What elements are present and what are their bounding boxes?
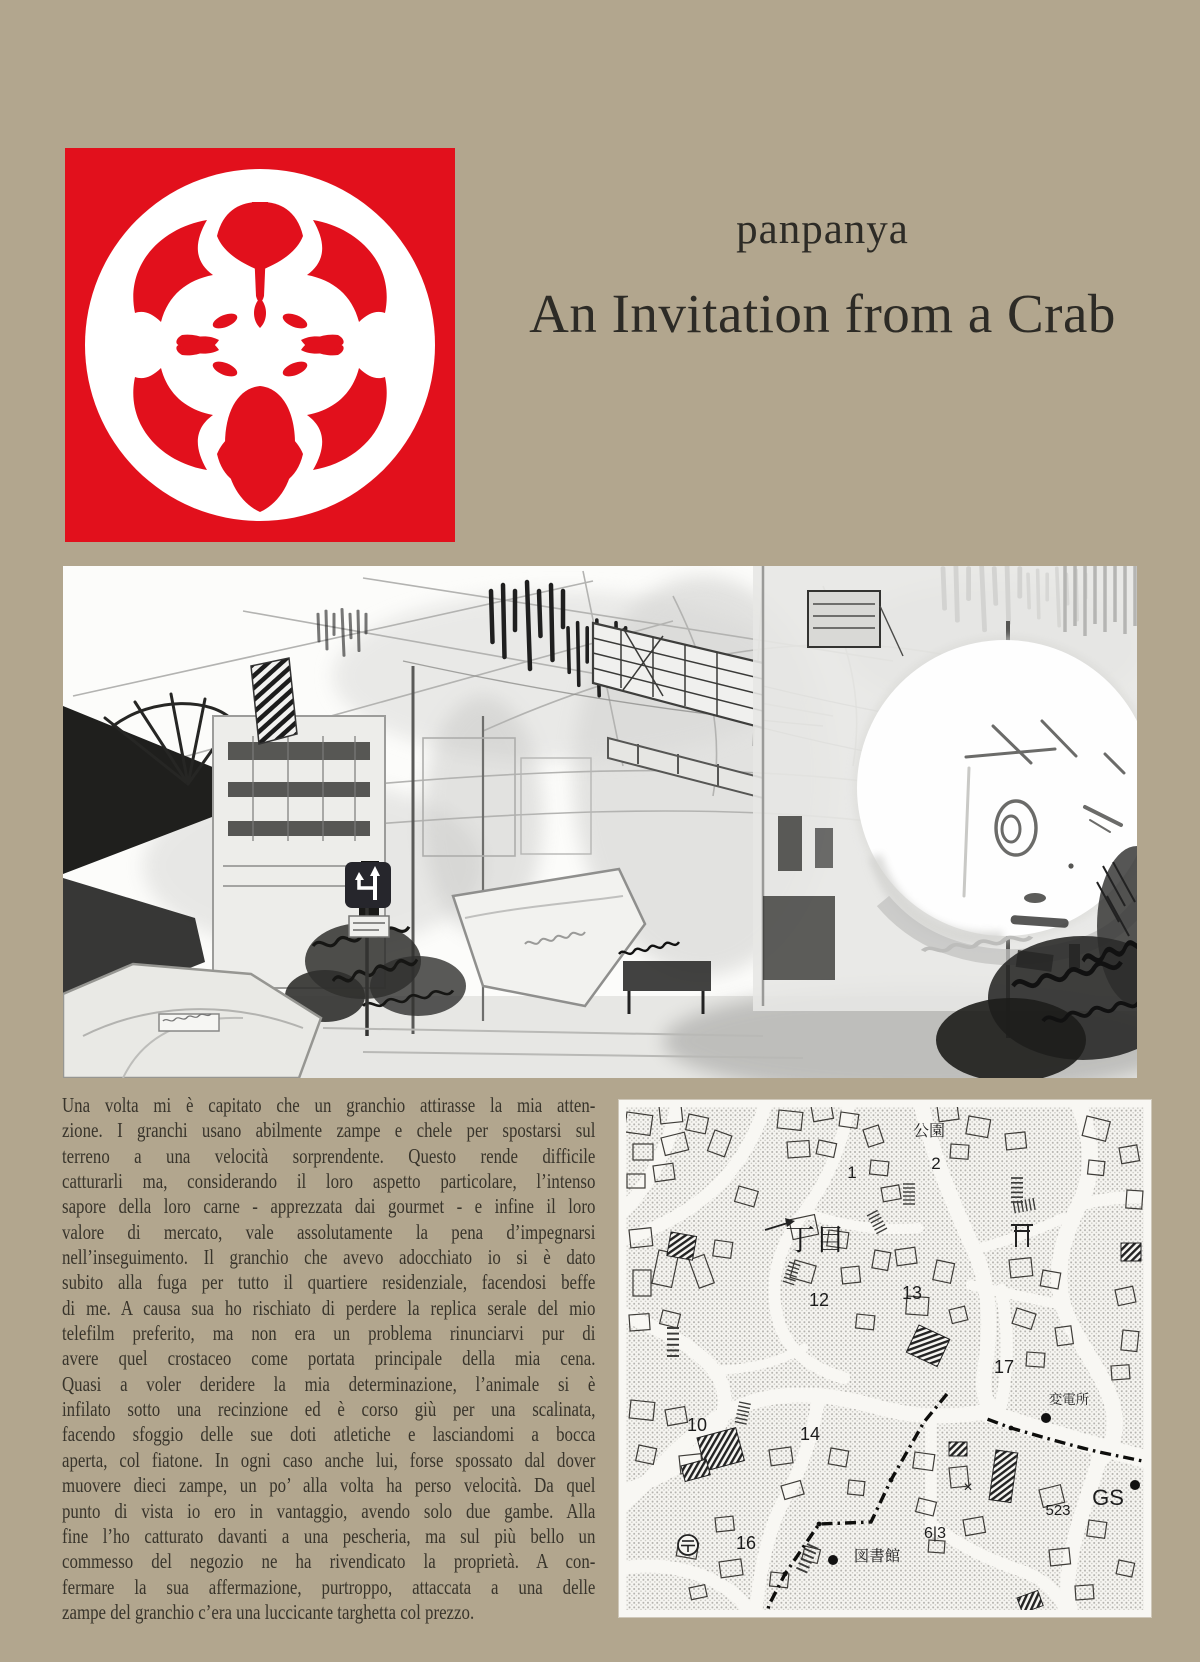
post-office-icon	[678, 1535, 698, 1555]
story-line: sapore della loro carne - apprezzata dai gourmet - e infine il loro	[62, 1194, 596, 1219]
story-line: fermare la sua affermazione, purtroppo, attaccata a una delle	[62, 1574, 596, 1599]
map-label-library: 図書館	[853, 1548, 901, 1565]
map-label-district: 丁目	[785, 1224, 845, 1257]
story-line: nell’inseguimento. Il granchio che avevo adocchiato io si è dato	[62, 1245, 596, 1270]
map-label: 6|3	[924, 1525, 946, 1542]
story-line: Una volta mi è capitato che un granchio attirasse la mia atten-	[62, 1093, 596, 1117]
map-drawing	[619, 1100, 1151, 1617]
story-line: fine l’ho catturato davanti a una pescheria, ma sul più bello un	[62, 1523, 596, 1548]
map-label-x: ×	[963, 1479, 973, 1496]
map-label-gs: GS	[1092, 1485, 1124, 1510]
mouth	[1024, 893, 1046, 903]
book-title: An Invitation from a Crab	[529, 283, 1116, 345]
street-cart	[623, 961, 711, 991]
story-line: muovere dieci zampe, un po’ alla volta ha perso velocità. Da quel	[62, 1473, 596, 1498]
story-line: aperta, col fiatone. In ogni caso anche lui, forse spossato dal dover	[62, 1447, 596, 1472]
map-label: 10	[686, 1415, 708, 1435]
map-label: 2	[931, 1154, 941, 1173]
story-line: terreno a una velocità sorprendente. Questo rende difficile	[62, 1143, 596, 1168]
story-line: punto di vista io ero in vantaggio, avendo solo due gambe. Alla	[62, 1498, 596, 1523]
map-label: 1	[847, 1163, 857, 1182]
map-label-park: 公園	[912, 1123, 946, 1140]
header	[500, 206, 1145, 345]
story-line: catturarli ma, considerando il loro aspetto particolare, l’intenso	[62, 1169, 596, 1194]
map-label: 16	[735, 1533, 757, 1553]
story-line: zione. I granchi usano abilmente zampe e chele per spostarsi sul	[62, 1118, 596, 1143]
story-line: infilato sotto una recinzione ed è corso giù per una scalinata,	[62, 1397, 596, 1422]
striped-banner	[251, 658, 297, 744]
publisher-logo-mark	[65, 148, 455, 542]
author-name: panpanya	[736, 206, 909, 253]
story-line: avere quel crostaceo come portata principale della mia cena.	[62, 1346, 596, 1371]
story-line: zampe del granchio c’era una luccicante targhetta col prezzo.	[62, 1599, 475, 1624]
map-label: 17	[993, 1357, 1015, 1377]
street-sketch	[63, 566, 1137, 1078]
map-label: 523	[1045, 1502, 1071, 1519]
story-line: Quasi a voler deridere la mia determinazione, l’animale si è	[62, 1371, 596, 1396]
map-label: 12	[808, 1290, 830, 1310]
story-line: di me. A causa sua ho rischiato di perdere la replica serale del mio	[62, 1295, 596, 1320]
story-paragraph	[62, 1093, 595, 1625]
map-label: 14	[799, 1424, 821, 1444]
publisher-logo	[65, 148, 455, 542]
story-line: telefilm preferito, ma non era un problema rinunciarvi pur di	[62, 1321, 596, 1346]
story-line: facendo sfoggio delle sue doti atletiche e lasciandomi a bocca	[62, 1422, 596, 1447]
map-label: 13	[901, 1283, 923, 1303]
sign-plate	[349, 916, 389, 937]
map-label-substation: 変電所	[1048, 1392, 1090, 1407]
story-line: subito alla fuga per tutto il quartiere residenziale, facendosi beffe	[62, 1270, 596, 1295]
cover-illustration	[63, 566, 1137, 1078]
neighborhood-map	[619, 1100, 1151, 1617]
story-line: valore di mercato, vale assolutamente la pena d’impegnarsi	[62, 1219, 596, 1244]
story-line: commesso del negozio ne ha rivendicato la proprietà. A con-	[62, 1549, 596, 1574]
